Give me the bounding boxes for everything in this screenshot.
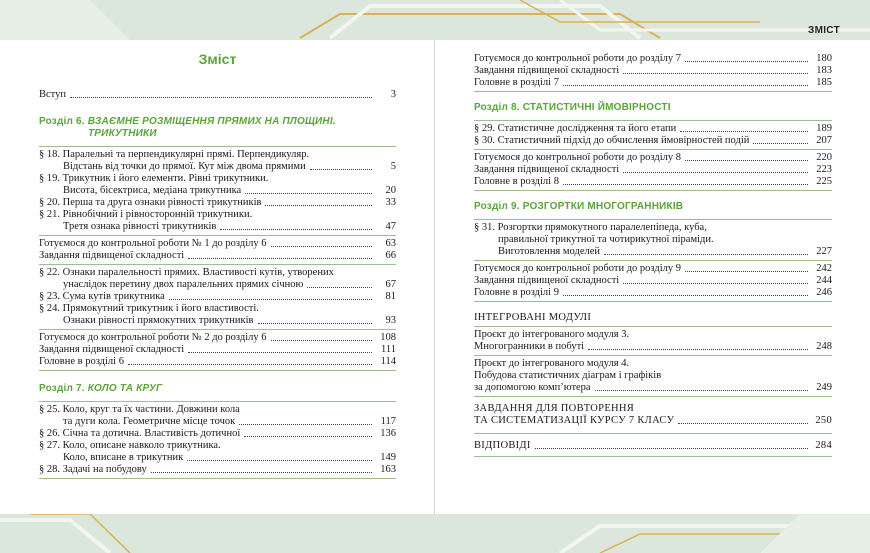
toc-entry-prep-9[interactable]: Готуємося до контрольної роботи до розділу 9 242 [474, 263, 832, 274]
toc-entry-advanced-1[interactable]: Завдання підвищеної складності 66 [39, 250, 396, 261]
toc-entry-28[interactable]: § 28. Задачі на побудову 163 [39, 464, 396, 475]
right-page [474, 51, 832, 457]
toc-entry-prep-2[interactable]: Готуємося до контрольної роботи № 2 до розділу 6 108 [39, 332, 396, 343]
toc-entry-24[interactable]: § 24. Прямокутний трикутник і його властивості. Ознаки рівності прямокутних трикутників 93 [39, 303, 396, 326]
toc-entry-prep-1[interactable]: Готуємося до контрольної роботи № 1 до розділу 6 63 [39, 238, 396, 249]
toc-entry-main-7[interactable]: Головне в розділі 7 185 [474, 77, 832, 88]
toc-entry-main-8[interactable]: Головне в розділі 8 225 [474, 176, 832, 187]
section-7-heading: Розділ 7. КОЛО ТА КРУГ [39, 383, 163, 394]
toc-entry-intro[interactable] [39, 89, 396, 101]
running-header: ЗМІСТ [808, 25, 840, 36]
integrated-modules [474, 312, 832, 397]
toc-entry-27[interactable]: § 27. Коло, описане навколо трикутника. Коло, вписане в трикутник 149 [39, 440, 396, 463]
toc-entry-22[interactable]: § 22. Ознаки паралельності прямих. Властивості кутів, утворених унаслідок перетину двох паралельних прямих січною 67 [39, 267, 396, 290]
toc-entry-project-4[interactable]: Проєкт до інтегрованого модуля 4. Побудова статистичних діаграм і графіків за допомогою комп’ютера 249 [474, 358, 832, 393]
section-6-review-2 [39, 330, 396, 371]
section-6-paragraphs-2 [39, 265, 396, 330]
section-6-heading: Розділ 6. ВЗАЄМНЕ РОЗМІЩЕННЯ ПРЯМИХ НА ПЛОЩИНІ. ТРИКУТНИКИ [39, 116, 336, 139]
answers-group [474, 434, 832, 457]
toc-entry-19[interactable]: § 19. Трикутник і його елементи. Рівні трикутники. Висота, бісектриса, медіана трикутника 20 [39, 173, 396, 196]
toc-entry-23[interactable]: § 23. Сума кутів трикутника 81 [39, 291, 396, 302]
toc-entry-20[interactable]: § 20. Перша та друга ознаки рівності трикутників 33 [39, 197, 396, 208]
toc-entry-main-6[interactable]: Головне в розділі 6 114 [39, 356, 396, 367]
top-decor-stripes [0, 0, 870, 40]
bottom-decor-band [0, 514, 870, 553]
toc-entry-review[interactable]: ЗАВДАННЯ ДЛЯ ПОВТОРЕННЯ ТА СИСТЕМАТИЗАЦІЇ КУРСУ 7 КЛАСУ 250 [474, 403, 832, 426]
toc-entry-advanced-9[interactable]: Завдання підвищеної складності 244 [474, 275, 832, 286]
section-8-review [474, 150, 832, 191]
top-decor-band [0, 0, 870, 40]
toc-entry-answers[interactable]: ВІДПОВІДІ 284 [474, 440, 832, 451]
toc-entry-18[interactable]: § 18. Паралельні та перпендикулярні прямі. Перпендикуляр. Відстань від точки до прямої. Кут між двома прямими 5 [39, 149, 396, 172]
section-6-review-1 [39, 236, 396, 265]
toc-entry-main-9[interactable]: Головне в розділі 9 246 [474, 287, 832, 298]
section-9-heading: Розділ 9. РОЗГОРТКИ МНОГОГРАННИКІВ [474, 201, 684, 212]
toc-entry-advanced-2[interactable]: Завдання підвищеної складності 111 [39, 344, 396, 355]
bottom-decor-stripes [0, 514, 870, 553]
section-8-heading: Розділ 8. СТАТИСТИЧНІ ЙМОВІРНОСТІ [474, 102, 671, 113]
review-group [474, 397, 832, 434]
entry-text: Вступ [39, 89, 66, 100]
entry-page: 3 [390, 89, 396, 100]
left-page [39, 40, 396, 479]
section-6-paragraphs [39, 146, 396, 236]
modules-heading: ІНТЕГРОВАНІ МОДУЛІ [474, 312, 592, 323]
page-gutter [434, 40, 435, 514]
toc-entry-advanced-8[interactable]: Завдання підвищеної складності 223 [474, 164, 832, 175]
toc-entry-advanced-7[interactable]: Завдання підвищеної складності 183 [474, 65, 832, 76]
toc-entry-project-3[interactable]: Проєкт до інтегрованого модуля 3. Многогранники в побуті 248 [474, 329, 832, 352]
section-7-review [474, 51, 832, 92]
section-9-review [474, 261, 832, 302]
toc-entry-31[interactable]: § 31. Розгортки прямокутного паралелепіпеда, куба, правильної трикутної та чотирикутної піраміди. Виготовлення моделей 227 [474, 222, 832, 257]
toc-entry-25[interactable]: § 25. Коло, круг та їх частини. Довжини кола та дуги кола. Геометричне місце точок 117 [39, 404, 396, 427]
toc-entry-26[interactable]: § 26. Січна та дотична. Властивість дотичної 136 [39, 428, 396, 439]
project-4-group [474, 356, 832, 397]
toc-title: Зміст [198, 51, 237, 67]
toc-entry-29[interactable]: § 29. Статистичне дослідження та його етапи 189 [474, 123, 832, 134]
section-9-paragraphs [474, 219, 832, 261]
section-7-paragraphs [39, 401, 396, 479]
toc-entry-30[interactable]: § 30. Статистичний підхід до обчислення ймовірностей подій 207 [474, 135, 832, 146]
toc-entry-prep-7[interactable]: Готуємося до контрольної роботи до розділу 7 180 [474, 53, 832, 64]
toc-entry-21[interactable]: § 21. Рівнобічний і рівносторонній трикутники. Третя ознака рівності трикутників 47 [39, 209, 396, 232]
section-8-paragraphs [474, 120, 832, 150]
toc-entry-prep-8[interactable]: Готуємося до контрольної роботи до розділу 8 220 [474, 152, 832, 163]
project-3-group [474, 326, 832, 356]
